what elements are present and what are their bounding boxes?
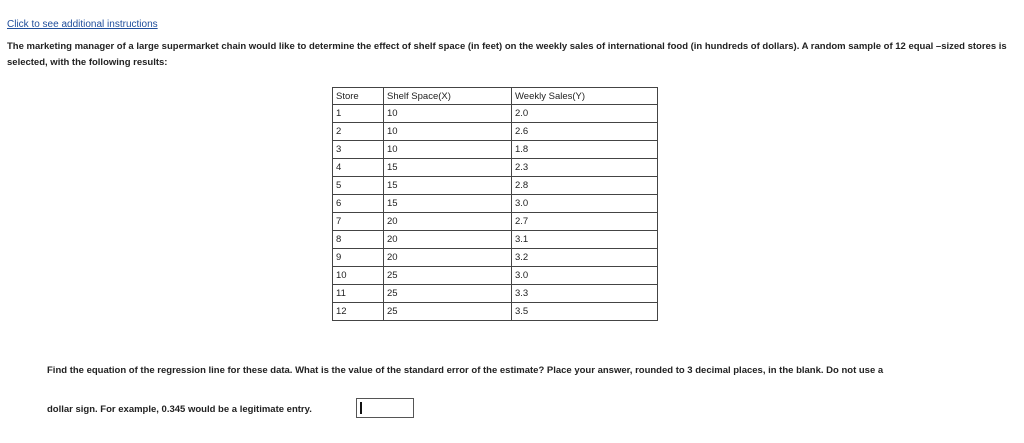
cell-weekly-sales: 3.3: [512, 285, 658, 303]
cell-weekly-sales: 2.3: [512, 159, 658, 177]
cell-shelf-space: 25: [384, 285, 512, 303]
cell-store: 4: [333, 159, 384, 177]
cell-weekly-sales: 3.0: [512, 267, 658, 285]
cell-store: 10: [333, 267, 384, 285]
additional-instructions-link[interactable]: Click to see additional instructions: [7, 19, 158, 30]
table-row: [333, 231, 658, 249]
table-row: [333, 159, 658, 177]
cell-shelf-space: 15: [384, 195, 512, 213]
table-row: [333, 303, 658, 321]
cell-weekly-sales: 1.8: [512, 141, 658, 159]
table-row: [333, 123, 658, 141]
cell-shelf-space: 15: [384, 177, 512, 195]
cell-store: 9: [333, 249, 384, 267]
cell-store: 12: [333, 303, 384, 321]
cell-weekly-sales: 3.5: [512, 303, 658, 321]
cell-store: 11: [333, 285, 384, 303]
cell-shelf-space: 10: [384, 123, 512, 141]
cell-store: 8: [333, 231, 384, 249]
cell-shelf-space: 10: [384, 141, 512, 159]
table-row: [333, 285, 658, 303]
cell-store: 3: [333, 141, 384, 159]
cell-shelf-space: 25: [384, 303, 512, 321]
question-text: Find the equation of the regression line for these data. What is the value of the standard error of the estimate? Place your answer, rounded to 3 decimal places, in the blank. Do not use a: [47, 365, 884, 376]
cell-store: 5: [333, 177, 384, 195]
table-header-row: [333, 88, 658, 105]
cell-weekly-sales: 3.0: [512, 195, 658, 213]
cell-weekly-sales: 2.0: [512, 105, 658, 123]
cell-weekly-sales: 3.1: [512, 231, 658, 249]
cell-store: 2: [333, 123, 384, 141]
data-table: [332, 87, 658, 321]
cell-shelf-space: 25: [384, 267, 512, 285]
cell-weekly-sales: 2.8: [512, 177, 658, 195]
header-store: Store: [333, 88, 384, 105]
answer-input[interactable]: [356, 398, 414, 418]
table-row: [333, 267, 658, 285]
cell-shelf-space: 15: [384, 159, 512, 177]
table-row: [333, 249, 658, 267]
cell-shelf-space: 20: [384, 231, 512, 249]
header-weekly-sales: Weekly Sales(Y): [512, 88, 658, 105]
cell-store: 6: [333, 195, 384, 213]
table-row: [333, 105, 658, 123]
table-row: [333, 177, 658, 195]
cell-weekly-sales: 3.2: [512, 249, 658, 267]
cell-weekly-sales: 2.6: [512, 123, 658, 141]
cell-shelf-space: 10: [384, 105, 512, 123]
answer-prompt-text: dollar sign. For example, 0.345 would be a legitimate entry.: [47, 404, 312, 415]
table-row: [333, 213, 658, 231]
table-row: [333, 195, 658, 213]
cell-shelf-space: 20: [384, 213, 512, 231]
problem-intro-text: The marketing manager of a large supermarket chain would like to determine the effect of shelf space (in feet) on the weekly sales of international food (in hundreds of dollars). A random sample of 12 equal –sized stores is selected, with the following results:: [7, 41, 1007, 68]
table-row: [333, 141, 658, 159]
cell-store: 7: [333, 213, 384, 231]
text-cursor: [360, 402, 362, 414]
cell-store: 1: [333, 105, 384, 123]
cell-weekly-sales: 2.7: [512, 213, 658, 231]
cell-shelf-space: 20: [384, 249, 512, 267]
header-shelf-space: Shelf Space(X): [384, 88, 512, 105]
